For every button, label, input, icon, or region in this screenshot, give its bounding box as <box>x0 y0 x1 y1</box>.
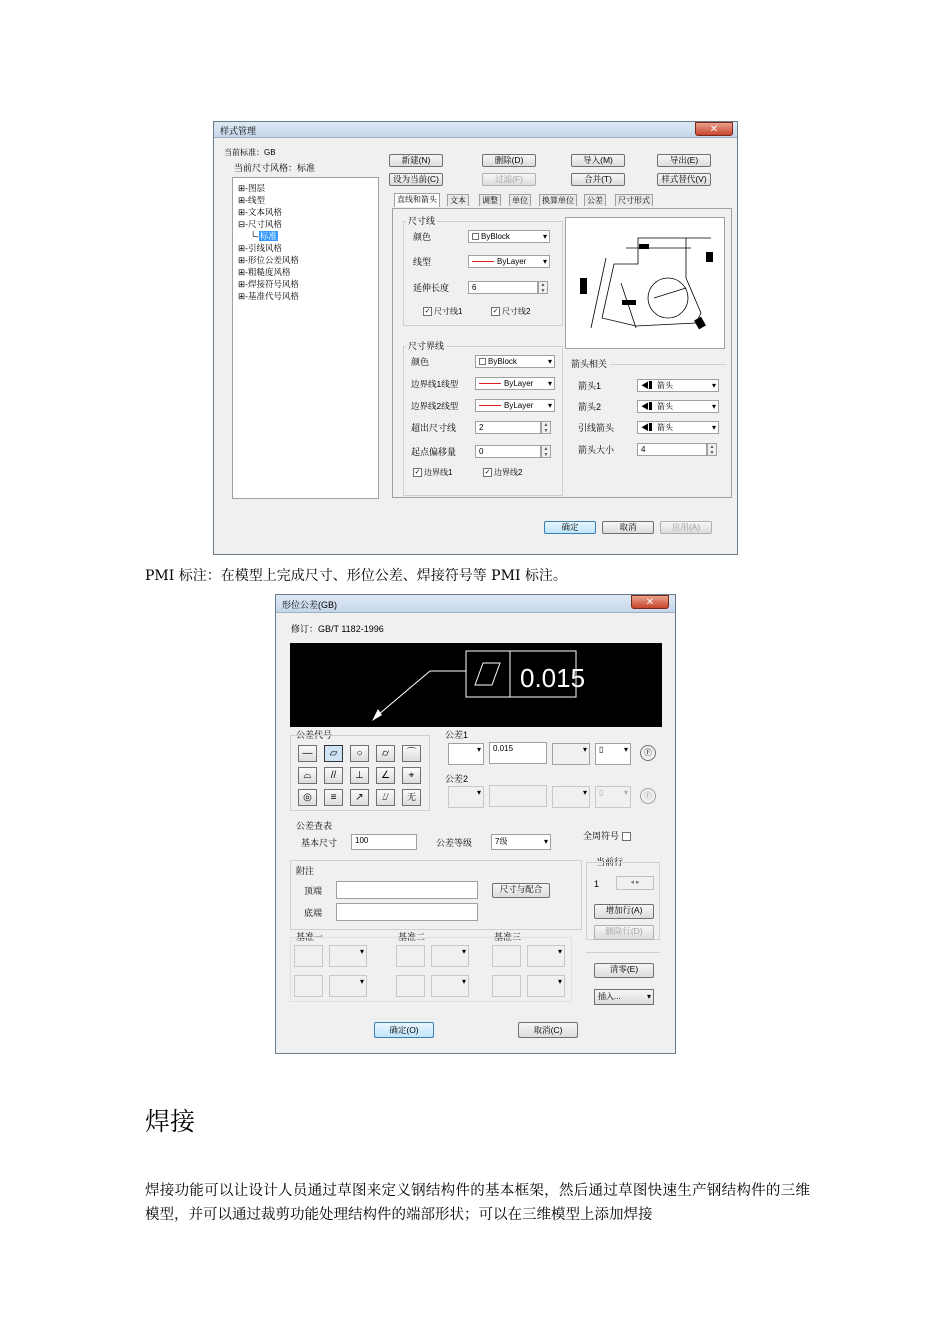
tree-label: 图层 <box>247 183 265 193</box>
close-button[interactable]: ✕ <box>695 122 733 136</box>
import-button[interactable]: 导入(M) <box>571 154 625 167</box>
global-symbol-checkbox[interactable] <box>583 830 633 842</box>
ext-line1-checkbox[interactable] <box>413 467 452 479</box>
global-symbol-label: 全周符号 <box>583 831 620 841</box>
tab-dim-form[interactable]: 尺寸形式 <box>615 194 653 206</box>
ext-lt2-value: ByLayer <box>504 401 534 410</box>
tree-expander[interactable]: ⊞- <box>238 183 248 193</box>
style-replace-button[interactable]: 样式替代(V) <box>657 173 711 186</box>
offset-spinner[interactable]: ▲ ▼ <box>541 445 551 458</box>
tree-expander[interactable]: ⊞- <box>238 279 248 289</box>
offset-label: 起点偏移量 <box>411 447 457 457</box>
tol2-modifier-select[interactable] <box>552 786 590 808</box>
tree-item[interactable] <box>238 254 373 266</box>
ext-color-select[interactable] <box>475 355 555 368</box>
extend-spinner[interactable]: ▲ ▼ <box>538 281 548 294</box>
ok-button[interactable]: 确定 <box>544 521 596 534</box>
insert-select[interactable] <box>594 989 654 1005</box>
arrow2-value: 箭头 <box>657 402 673 411</box>
extend-label: 延伸长度 <box>413 283 450 293</box>
base-size-label: 基本尺寸 <box>301 838 338 848</box>
checkbox-checked-icon: ✓ <box>424 308 431 316</box>
extend-input[interactable]: 6 <box>468 281 538 294</box>
grade-select[interactable] <box>491 834 551 850</box>
tree-label: 文本风格 <box>247 207 282 217</box>
datum1-label: 基准一 <box>296 932 324 942</box>
title-bar <box>214 122 737 138</box>
del-row-button[interactable]: 删除行(D) <box>594 925 654 940</box>
cancel-button[interactable]: 取消 <box>602 521 654 534</box>
datum2-label: 基准二 <box>398 932 426 942</box>
tree-item[interactable] <box>238 290 373 302</box>
tol2-free-state-icon[interactable]: Ⓕ <box>640 788 656 804</box>
style-tree[interactable] <box>232 177 379 499</box>
color-swatch-icon <box>472 233 479 240</box>
tree-label: 基准代号风格 <box>247 291 299 301</box>
ext-lt1-select[interactable] <box>475 377 555 390</box>
arrow-icon: ◀▍ <box>641 423 657 432</box>
title-bar <box>276 595 675 613</box>
dim-color-select[interactable] <box>468 230 550 243</box>
color-swatch-icon <box>479 358 486 365</box>
tree-expander[interactable]: ⊞- <box>238 291 248 301</box>
arrow-group-label: 箭头相关 <box>571 359 608 369</box>
tree-expander[interactable]: ⊞- <box>238 255 248 265</box>
datum3-mod-2[interactable] <box>527 975 565 997</box>
tab-units[interactable]: 单位 <box>509 194 531 206</box>
datum2-mod-2[interactable] <box>431 975 469 997</box>
current-style: 当前尺寸风格：标准 <box>234 163 316 173</box>
checkbox-label: 边界线1 <box>424 468 453 477</box>
checkbox-label: 尺寸线2 <box>502 307 531 316</box>
tol-tool-cylindricity-icon[interactable]: ⌭ <box>376 745 395 762</box>
dim-linetype-label: 线型 <box>413 257 432 267</box>
datum1-mod-2[interactable] <box>329 975 367 997</box>
tree-item[interactable] <box>238 182 373 194</box>
dialog-title: 样式管理 <box>220 126 257 136</box>
ext-lt1-value: ByLayer <box>504 379 534 388</box>
bottom-input[interactable] <box>336 903 478 921</box>
tol-tool-none-icon[interactable]: 无 <box>402 789 421 806</box>
cur-row-label: 当前行 <box>596 857 624 867</box>
tol-tool-flatness-icon[interactable]: ▱ <box>324 745 343 762</box>
checkbox-empty-icon <box>622 832 631 841</box>
top-label: 顶端 <box>304 886 323 896</box>
datum2-mod-1[interactable] <box>431 945 469 967</box>
arrow-size-label: 箭头大小 <box>578 445 615 455</box>
lead-arrow-value: 箭头 <box>657 423 673 432</box>
fit-button[interactable]: 尺寸与配合 <box>492 883 550 898</box>
set-current-button[interactable]: 设为当前(C) <box>389 173 443 186</box>
lead-arrow-select[interactable] <box>637 421 719 434</box>
datum1-letter-2[interactable] <box>294 975 323 997</box>
tolerance-preview <box>290 643 662 727</box>
offset-input[interactable]: 0 <box>475 445 541 458</box>
tab-tolerance[interactable]: 公差 <box>584 194 606 206</box>
lead-arrow-label: 引线箭头 <box>578 423 615 433</box>
tree-expander[interactable]: ⊞- <box>238 195 248 205</box>
bottom-label: 底端 <box>304 908 323 918</box>
close-button[interactable]: ✕ <box>631 595 669 609</box>
tab-adjust[interactable]: 调整 <box>479 194 501 206</box>
line-sample-icon <box>472 261 494 262</box>
tol2-material-select[interactable]: ▯ ▾ <box>595 786 631 808</box>
tol-tool-total-runout-icon[interactable]: ⌰ <box>376 789 395 806</box>
tol-tool-circular-runout-icon[interactable]: ↗ <box>350 789 369 806</box>
ok-button[interactable]: 确定(O) <box>374 1022 434 1038</box>
delete-button[interactable]: 删除(D) <box>482 154 536 167</box>
dim-line1-checkbox[interactable] <box>423 306 462 318</box>
beyond-spinner[interactable]: ▲ ▼ <box>541 421 551 434</box>
tol-tool-straightness-icon[interactable]: — <box>298 745 317 762</box>
export-button[interactable]: 导出(E) <box>657 154 711 167</box>
tol-tool-angularity-icon[interactable]: ∠ <box>376 767 395 784</box>
cur-row-value: 1 <box>594 879 600 889</box>
checkbox-label: 尺寸线1 <box>434 307 463 316</box>
tol-tool-symmetry-icon[interactable]: ≡ <box>324 789 343 806</box>
datum3-mod-1[interactable] <box>527 945 565 967</box>
tree-item[interactable] <box>238 218 373 230</box>
current-standard: 当前标准：GB <box>224 148 276 157</box>
tol-tool-surface-profile-icon[interactable]: ⌓ <box>298 767 317 784</box>
tree-expander[interactable]: ⊟- <box>238 219 248 229</box>
tol1-modifier-select[interactable] <box>552 743 590 765</box>
revision-label: 修订：GB/T 1182-1996 <box>291 624 384 634</box>
ext-line-group-label: 尺寸界线 <box>408 341 445 351</box>
tolerance-preview-drawing <box>290 643 662 727</box>
dim-color-label: 颜色 <box>413 232 432 242</box>
tab-lines-arrows[interactable]: 直线和箭头 <box>394 193 440 207</box>
tol1-value-input[interactable]: 0.015 <box>489 742 547 764</box>
arrow1-value: 箭头 <box>657 381 673 390</box>
geometric-tolerance-dialog <box>275 594 676 1054</box>
clear-button[interactable]: 清零(E) <box>594 963 654 978</box>
datum2-letter-2[interactable] <box>396 975 425 997</box>
tree-item[interactable] <box>238 194 373 206</box>
tree-label: 粗糙度风格 <box>247 267 291 277</box>
tree-label: 引线风格 <box>247 243 282 253</box>
checkbox-label: 边界线2 <box>494 468 523 477</box>
tol-tool-parallelism-icon[interactable]: // <box>324 767 343 784</box>
ext-color-value: ByBlock <box>488 357 517 366</box>
line-sample-icon <box>479 383 501 384</box>
ext-lt2-label: 边界线2线型 <box>411 401 459 411</box>
tree-label: 标准 <box>259 231 277 241</box>
top-input[interactable] <box>336 881 478 899</box>
ext-lt1-label: 边界线1线型 <box>411 379 459 389</box>
dim-linetype-select[interactable] <box>468 255 550 268</box>
tree-connector: └- <box>250 231 259 241</box>
tol1-material-select[interactable]: ▯ ▾ <box>595 743 631 765</box>
tol1-diameter-select[interactable] <box>448 743 484 765</box>
arrow1-select[interactable] <box>637 379 719 392</box>
checkbox-checked-icon: ✓ <box>492 308 499 316</box>
line-sample-icon <box>479 405 501 406</box>
arrow2-label: 箭头2 <box>578 402 602 412</box>
tol2-label: 公差2 <box>445 774 469 784</box>
query-group-label: 公差查表 <box>296 821 333 831</box>
tree-item-selected[interactable] <box>238 230 373 242</box>
tree-expander[interactable]: ⊞- <box>238 267 248 277</box>
dim-color-value: ByBlock <box>481 232 510 241</box>
tol1-free-state-icon[interactable]: Ⓕ <box>640 745 656 761</box>
arrow1-label: 箭头1 <box>578 381 602 391</box>
tol-tool-concentricity-icon[interactable]: ◎ <box>298 789 317 806</box>
tree-item[interactable] <box>238 242 373 254</box>
arrow-icon: ◀▍ <box>641 381 657 390</box>
dimension-preview <box>565 217 725 349</box>
dim-line2-checkbox[interactable] <box>491 306 530 318</box>
dim-line-group-label: 尺寸线 <box>408 216 436 226</box>
arrow-size-spinner[interactable]: ▲ ▼ <box>707 443 717 456</box>
tab-strip <box>394 194 724 208</box>
ext-line2-checkbox[interactable] <box>483 467 522 479</box>
datum1-letter-1[interactable] <box>294 945 323 967</box>
base-size-input[interactable]: 100 <box>351 834 417 850</box>
tree-label: 焊接符号风格 <box>247 279 299 289</box>
add-row-button[interactable]: 增加行(A) <box>594 904 654 919</box>
tol-tool-circularity-icon[interactable]: ○ <box>350 745 369 762</box>
grade-label: 公差等级 <box>436 838 473 848</box>
tree-expander[interactable]: ⊞- <box>238 207 248 217</box>
style-manager-dialog <box>213 121 738 555</box>
beyond-input[interactable]: 2 <box>475 421 541 434</box>
dialog-title: 形位公差(GB) <box>282 600 337 610</box>
section-heading: 焊接 <box>145 1107 196 1136</box>
note-group-label: 附注 <box>296 866 315 876</box>
row-spinner[interactable]: ◂ ▸ <box>616 876 654 890</box>
ext-color-label: 颜色 <box>411 357 430 367</box>
body-paragraph: 焊接功能可以让设计人员通过草图来定义钢结构件的基本框架，然后通过草图快速生产钢结构件的三维模型，并可以通过裁剪功能处理结构件的端部形状；可以在三维模型上添加焊接 <box>145 1183 810 1223</box>
apply-button[interactable]: 应用(A) <box>660 521 712 534</box>
datum2-letter-1[interactable] <box>396 945 425 967</box>
tab-panel <box>392 208 732 498</box>
tol-tool-line-profile-icon[interactable]: ⌒ <box>402 745 421 762</box>
tab-text[interactable]: 文本 <box>447 194 469 206</box>
datum3-letter-1[interactable] <box>492 945 521 967</box>
tol1-label: 公差1 <box>445 730 469 740</box>
tab-alt-units[interactable]: 换算单位 <box>539 194 577 206</box>
tree-item[interactable] <box>238 206 373 218</box>
pmi-caption: PMI 标注：在模型上完成尺寸、形位公差、焊接符号等 PMI 标注。 <box>145 568 567 584</box>
checkbox-checked-icon: ✓ <box>414 469 421 477</box>
dim-linetype-value: ByLayer <box>497 257 527 266</box>
tol-code-label: 公差代号 <box>296 730 333 740</box>
merge-button[interactable]: 合并(T) <box>571 173 625 186</box>
tree-expander[interactable]: ⊞- <box>238 243 248 253</box>
dimension-preview-drawing <box>566 218 724 348</box>
checkbox-checked-icon: ✓ <box>484 469 491 477</box>
arrow-icon: ◀▍ <box>641 402 657 411</box>
tree-label: 形位公差风格 <box>247 255 299 265</box>
datum1-mod-1[interactable] <box>329 945 367 967</box>
tree-item[interactable] <box>238 266 373 278</box>
arrow-size-input[interactable]: 4 <box>637 443 707 456</box>
tol-tool-position-icon[interactable]: ⌖ <box>402 767 421 784</box>
datum3-letter-2[interactable] <box>492 975 521 997</box>
tol2-value-input[interactable] <box>489 785 547 807</box>
tree-label: 线型 <box>247 195 265 205</box>
filter-button[interactable]: 过滤(F) <box>482 173 536 186</box>
datum3-label: 基准三 <box>494 932 522 942</box>
arrow2-select[interactable] <box>637 400 719 413</box>
cancel-button[interactable]: 取消(C) <box>518 1022 578 1038</box>
tree-item[interactable] <box>238 278 373 290</box>
beyond-label: 超出尺寸线 <box>411 423 457 433</box>
new-button[interactable]: 新建(N) <box>389 154 443 167</box>
grade-value: 7级 <box>495 837 508 846</box>
ext-lt2-select[interactable] <box>475 399 555 412</box>
tol-tool-perpendicularity-icon[interactable]: ⊥ <box>350 767 369 784</box>
insert-label: 插入... <box>598 992 621 1001</box>
preview-value-text: 0.015 <box>520 663 586 693</box>
tree-label: 尺寸风格 <box>247 219 282 229</box>
tol2-diameter-select[interactable] <box>448 786 484 808</box>
